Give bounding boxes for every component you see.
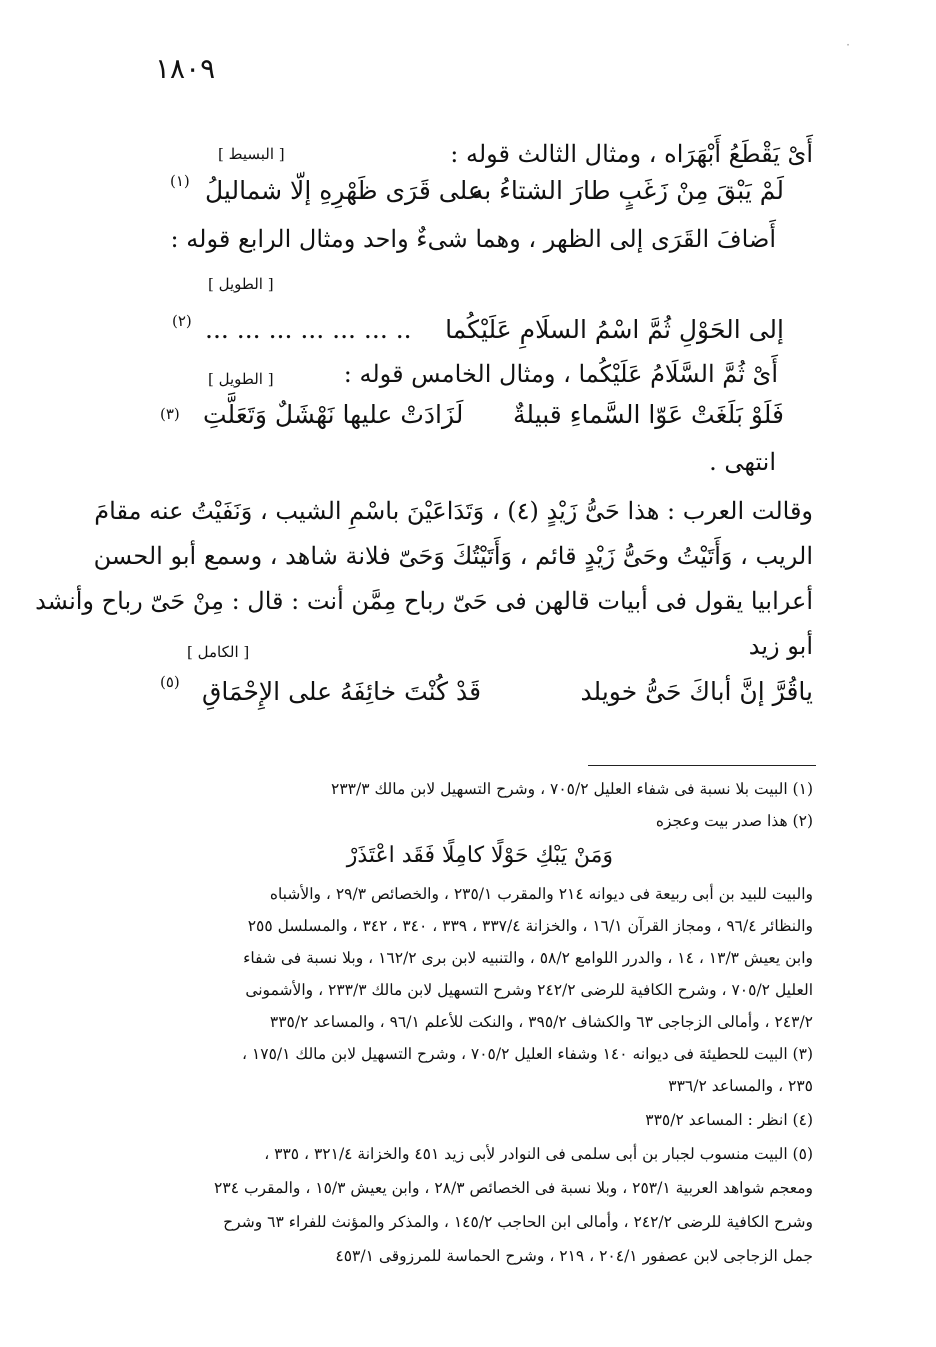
footnote-3-line-2: ٢٣٥ ، والمساعد ٣٣٦/٢ [668,1077,813,1095]
footnote-5-line-4: جمل الزجاجى لابن عصفور ٢٠٤/١ ، ٢١٩ ، وشرح الحماسة للمرزوقى ٤٥٣/١ [335,1247,813,1265]
body-line-1: أَىْ يَقْطَعُ أَبْهَرَاه ، ومثال الثالث قوله : [450,140,813,168]
footnote-2-line-5: ٢٤٣/٢ ، وأمالى الزجاجى ٦٣ والكشاف ٣٩٥/٢ ، والنكت للأعلم ٩٦/١ ، والمساعد ٣٣٥/٢ [269,1013,813,1031]
paragraph-line-4: أبو زيد [748,632,813,660]
footnote-4: (٤) انظر : المساعد ٣٣٥/٢ [645,1111,813,1129]
footnote-2-line-4: العليل ٧٠٥/٢ ، وشرح الكافية للرضى ٢٤٢/٢ وشرح التسهيل لابن مالك ٢٣٣/٣ ، والأشمونى [245,981,813,999]
paragraph-line-2: الريب ، وَأَتَيْتُ وحَىُّ زَيْدٍ قائم ، وَأَتَيْتُكَ وَحَىّ فلانة شاهد ، وسمع أبو الحسن [93,542,813,570]
verse-4-first-hemistich: ياقُرَّ إنَّ أباكَ حَىُّ خويلد [580,677,813,706]
corner-mark: · [846,38,850,52]
footnote-5-line-3: وشرح الكافية للرضى ٢٤٢/٢ ، وأمالى ابن الحاجب ١٤٥/٢ ، والمذكر والمؤنث للفراء ٦٣ وشرح [223,1213,813,1231]
footnote-ref-5: (٥) [160,673,180,691]
meter-label-basit: [ البسيط ] [218,145,285,163]
paragraph-line-1: وقالت العرب : هذا حَىُّ زَيْدٍ (٤) ، وَتَدَاعَيْنَ باسْمِ الشيب ، وَنَفَيْتُ عنه مقامَ [94,497,813,525]
footnote-2-line-1: والبيت للبيد بن أبى ربيعة فى ديوانه ٢١٤ والمقرب ٢٣٥/١ ، والخصائص ٢٩/٣ ، والأشباه [269,885,813,903]
footnote-2-verse: وَمَنْ يَبْكِ حَوْلًا كامِلًا فَقَد اعْتَذَرْ [346,843,613,868]
footnote-3-line-1: (٣) البيت للحطيئة فى ديوانه ١٤٠ وشفاء العليل ٧٠٥/٢ ، وشرح التسهيل لابن مالك ١٧٥/١ ، [241,1045,813,1063]
verse-1-second-hemistich: على قَرَى ظَهْرِهِ إلّا شماليلُ [205,176,483,205]
verse-1-first-hemistich: لَمْ يَبْقَ مِنْ زَغَبٍ طارَ الشتاءُ به [470,176,784,205]
meter-label-kamil: [ الكامل ] [187,643,250,661]
paragraph-line-3: أعرابيا يقول فى أبيات قالهن فى حَىّ رباح مِمَّن أنت : قال : مِنْ حَىّ رباح وأنشد [35,587,813,615]
verse-4-second-hemistich: قَدْ كُنْتَ خائِفَهُ على الإِحْمَاقِ [202,677,482,706]
footnote-ref-3: (٣) [160,405,180,423]
footnote-1: (١) البيت بلا نسبة فى شفاء العليل ٧٠٥/٢ ، وشرح التسهيل لابن مالك ٢٣٣/٣ [331,780,813,798]
body-line-3: أَىْ ثُمَّ السَّلَامُ عَلَيْكُما ، ومثال الخامس قوله : [343,360,778,388]
footnote-ref-2: (٢) [172,312,192,330]
verse-3-first-hemistich: فَلَوْ بَلَغَتْ عَوّا السَّماءِ قبيلةٌ [513,400,784,429]
footnote-separator [588,765,816,766]
footnote-2-line-3: وابن يعيش ١٣/٣ ، ١٤ ، والدرر اللوامع ٥٨/٢ ، والتنبيه لابن برى ١٦٢/٢ ، وبلا نسبة فى شفاء [243,949,813,967]
footnote-5-line-1: (٥) البيت منسوب لجبار بن أبى سلمى فى النوادر لأبى زيد ٤٥١ والخزانة ٣٢١/٤ ، ٣٣٥ ، [264,1145,813,1163]
page-number: ١٨٠٩ [155,52,216,85]
meter-label-tawil-2: [ الطويل ] [208,370,274,388]
verse-3-second-hemistich: لَزَادَتْ عليها نَهْشَلٌ وَتَعَلَّتِ [203,400,464,429]
body-line-4: انتهى . [709,448,776,476]
footnote-2: (٢) هذا صدر بيت وعجزه [655,812,813,830]
footnote-5-line-2: ومعجم شواهد العربية ٢٥٣/١ ، وبلا نسبة فى الخصائص ٢٨/٣ ، وابن يعيش ١٥/٣ ، والمقرب ٢٣٤ [214,1179,813,1197]
verse-2-first-hemistich: إلى الحَوْلِ ثُمَّ اسْمُ السلَامِ عَلَيْكُما [445,315,784,344]
footnote-ref-1: (١) [170,172,190,190]
meter-label-tawil-1: [ الطويل ] [208,275,274,293]
body-line-2: أَضافَ القَرَى إلى الظهر ، وهما شىءٌ واحد ومثال الرابع قوله : [170,225,776,253]
footnote-2-line-2: والنظائر ٩٦/٤ ، ومجاز القرآن ١٦/١ ، والخزانة ٣٣٧/٤ ، ٣٣٩ ، ٣٤٠ ، ٣٤٢ ، والمسلسل ٢٥٥ [247,917,813,935]
verse-2-second-hemistich: .. ... ... ... ... ... ... [205,315,412,344]
